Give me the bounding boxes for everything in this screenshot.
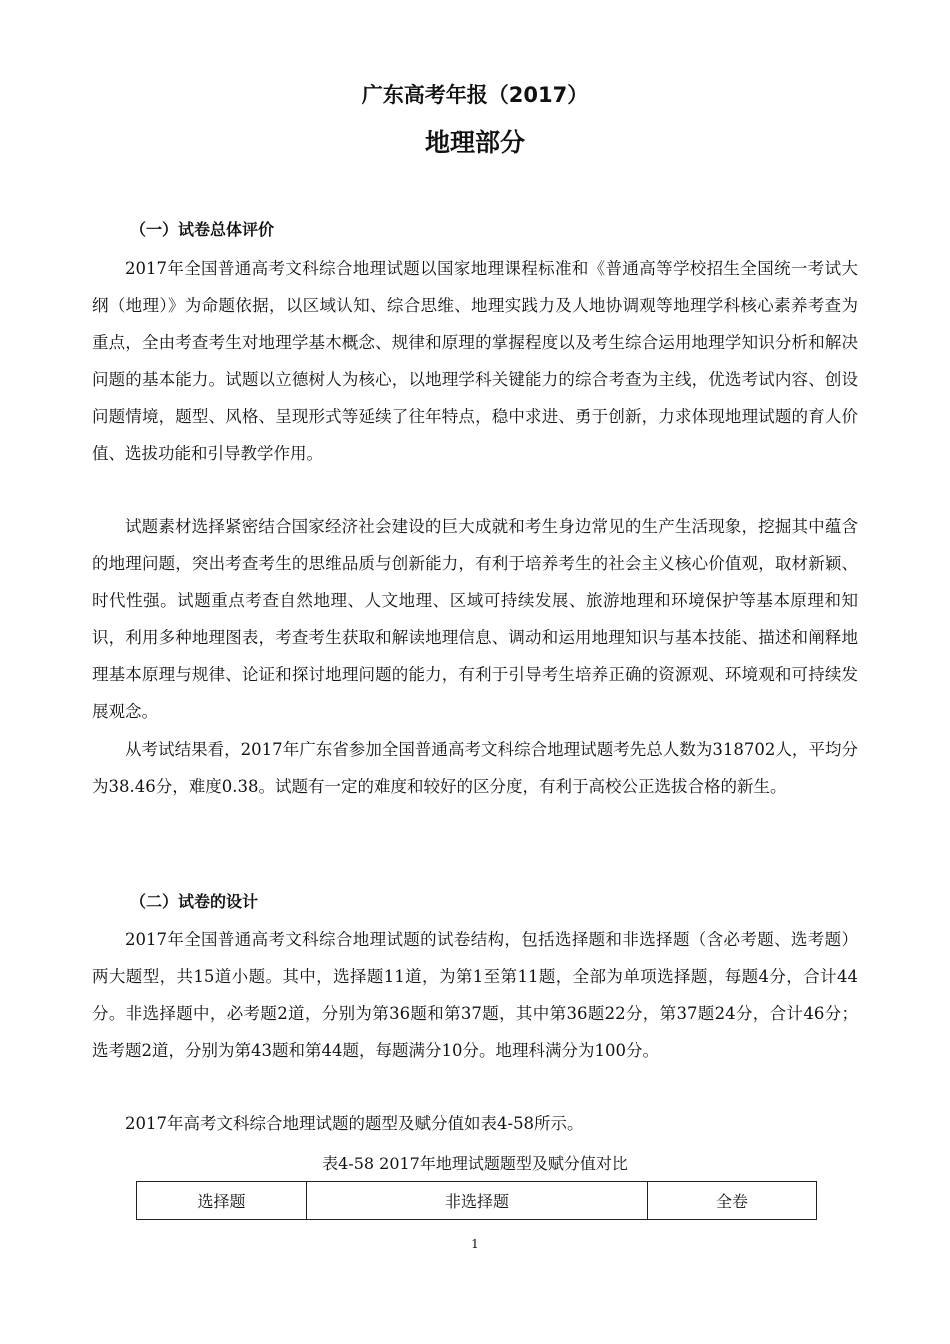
table-header-cell: 非选择题 bbox=[307, 1182, 648, 1220]
document-subtitle: 地理部分 bbox=[424, 128, 525, 157]
paragraph: 2017年高考文科综合地理试题的题型及赋分值如表4-58所示。 bbox=[125, 1114, 584, 1133]
paragraph: 试题素材选择紧密结合国家经济社会建设的巨大成就和考生身边常见的生产生活现象，挖掘其中蕴含的地理问题，突出考查考生的思维品质与创新能力，有利于培养考生的社会主义核心价值观，取材新颖、时代性强。试题重点考查自然地理、人文地理、区域可持续发展、旅游地理和环境保护等基本原理和知识，利用多种地理图表，考查考生获取和解读地理信息、调动和运用地理知识与基本技能、描述和阐释地理基本原理与规律、论证和探讨地理问题的能力，有利于引导考生培养正确的资源观、环境观和可持续发展观念。 bbox=[92, 517, 858, 721]
score-table bbox=[136, 1181, 817, 1220]
table-header-cell: 全卷 bbox=[648, 1182, 817, 1220]
table-header-row bbox=[137, 1182, 817, 1220]
table-caption: 表4-58 2017年地理试题题型及赋分值对比 bbox=[322, 1154, 628, 1173]
table-header-cell: 选择题 bbox=[137, 1182, 307, 1220]
section-heading-overall-evaluation: （一）试卷总体评价 bbox=[130, 220, 275, 239]
section-heading-paper-design: （二）试卷的设计 bbox=[130, 892, 259, 911]
paragraph: 2017年全国普通高考文科综合地理试题的试卷结构，包括选择题和非选择题（含必考题、选考题）两大题型，共15道小题。其中，选择题11道，为第1至第11题，全部为单项选择题，每题4分，合计44分。非选择题中，必考题2道，分别为第36题和第37题，其中第36题22分，第37题24分，合计46分；选考题2道，分别为第43题和第44题，每题满分10分。地理科满分为100分。 bbox=[92, 930, 858, 1060]
document-title: 广东高考年报（2017） bbox=[361, 83, 589, 107]
page-number: 1 bbox=[471, 1237, 479, 1251]
paragraph: 从考试结果看，2017年广东省参加全国普通高考文科综合地理试题考先总人数为318702人，平均分为38.46分，难度0.38。试题有一定的难度和较好的区分度，有利于高校公正选拔合格的新生。 bbox=[92, 740, 858, 796]
paragraph: 2017年全国普通高考文科综合地理试题以国家地理课程标准和《普通高等学校招生全国统一考试大纲（地理）》为命题依据，以区域认知、综合思维、地理实践力及人地协调观等地理学科核心素养考查为重点，全由考查考生对地理学基木概念、规律和原理的掌握程度以及考生综合运用地理学知识分析和解决问题的基本能力。试题以立德树人为核心，以地理学科关键能力的综合考查为主线，优选考试内容、创设问题情境，题型、风格、呈现形式等延续了往年特点，稳中求进、勇于创新，力求体现地理试题的育人价值、选拔功能和引导教学作用。 bbox=[92, 259, 858, 463]
